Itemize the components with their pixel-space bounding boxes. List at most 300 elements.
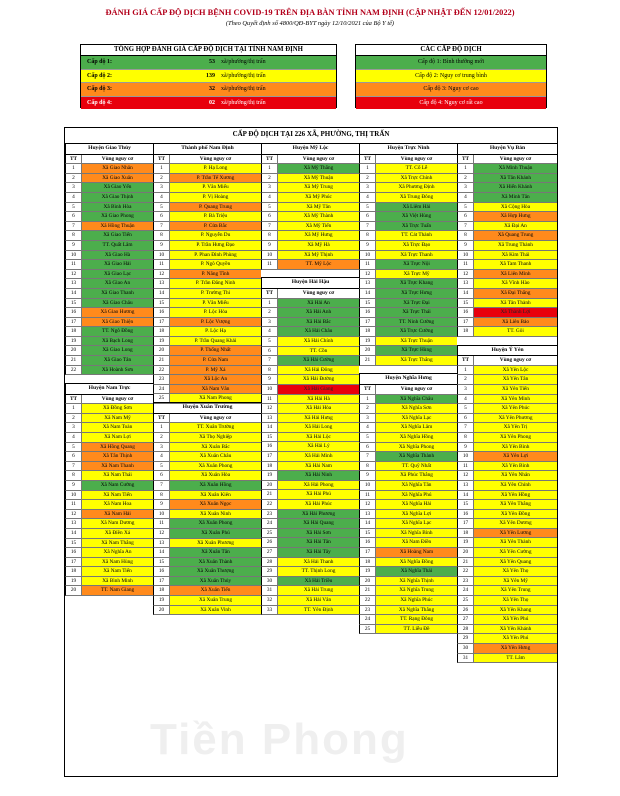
table-row	[359, 270, 457, 280]
table-row	[457, 318, 557, 328]
commune-name: Xã Hải Tân	[278, 538, 359, 547]
district-name: Huyện Hải Hậu	[261, 277, 359, 289]
zone-header: Vùng nguy cơ	[101, 155, 134, 162]
row-number: 11	[262, 395, 278, 404]
row-number: 4	[360, 193, 376, 202]
commune-name: P. Trần Đăng Ninh	[170, 279, 261, 288]
table-row	[457, 366, 557, 376]
row-number: 5	[458, 404, 474, 413]
commune-name: Xã Nam Thanh	[82, 462, 153, 471]
commune-name: Xã Việt Hùng	[376, 212, 457, 221]
row-number: 2	[66, 174, 82, 183]
commune-name: P. Cửa Nam	[170, 356, 261, 365]
table-row	[359, 567, 457, 577]
commune-name: Xã Nghĩa Thành	[376, 452, 457, 461]
table-row	[359, 183, 457, 193]
commune-name: Xã Hải Tây	[278, 548, 359, 557]
commune-name: Xã Yên Hồng	[474, 491, 557, 500]
table-row	[65, 241, 153, 251]
commune-name: Xã Giao Hải	[82, 260, 153, 269]
commune-name: Xã Hải Giang	[278, 385, 359, 394]
commune-name: Xã Xuân Thượng	[170, 567, 261, 576]
level-legend-row: Cấp độ 1: Bình thường mới	[356, 56, 546, 70]
table-row	[359, 625, 457, 635]
commune-name: Xã Mỹ Thắng	[278, 164, 359, 173]
table-row	[153, 299, 261, 309]
row-number: 17	[458, 318, 474, 327]
commune-name: Xã Nghĩa Châu	[376, 395, 457, 404]
commune-name: Xã Giao Yến	[82, 183, 153, 192]
table-row	[153, 577, 261, 587]
zone-header: Vùng nguy cơ	[400, 155, 433, 162]
commune-name: Xã Nam Tiến	[82, 491, 153, 500]
commune-name: Xã Nam Phong	[170, 394, 261, 403]
table-row	[359, 251, 457, 261]
table-row	[457, 404, 557, 414]
commune-name: Xã Xuân Phong	[170, 519, 261, 528]
row-number: 9	[360, 241, 376, 250]
commune-name: Xã Nghĩa Lợi	[376, 510, 457, 519]
row-number: 30	[458, 644, 474, 653]
table-row	[457, 203, 557, 213]
commune-name: Xã Mỹ Hưng	[278, 231, 359, 240]
commune-name: P. Nguyễn Du	[170, 231, 261, 240]
table-row	[457, 567, 557, 577]
table-row	[359, 471, 457, 481]
row-number: 25	[360, 625, 376, 634]
commune-name: Xã Yên Thành	[474, 538, 557, 547]
row-number: 8	[458, 231, 474, 240]
commune-name: Xã Cộng Hòa	[474, 203, 557, 212]
row-number: 12	[66, 270, 82, 279]
district-name: Thành phố Nam Định	[153, 143, 261, 155]
commune-name: Xã Trực Thái	[376, 308, 457, 317]
row-number: 13	[458, 481, 474, 490]
commune-name: Xã Nghĩa Thịnh	[376, 577, 457, 586]
table-row	[261, 174, 359, 184]
row-number: 25	[458, 596, 474, 605]
table-row	[65, 510, 153, 520]
commune-name: Xã Hải Phúc	[278, 500, 359, 509]
commune-name: Xã Nam Tiến	[82, 567, 153, 576]
commune-name: Xã Yên Chính	[474, 481, 557, 490]
summary-title: TỔNG HỢP ĐÁNH GIÁ CẤP ĐỘ DỊCH TẠI TỈNH NAM ĐỊNH	[81, 45, 336, 56]
row-number: 16	[154, 567, 170, 576]
commune-name: P. Mỹ Xá	[170, 366, 261, 375]
row-number: 19	[360, 567, 376, 576]
commune-name: P. Phan Đình Phùng	[170, 251, 261, 260]
table-row	[261, 299, 359, 309]
levels-box	[355, 44, 547, 108]
summary-level-label: Cấp độ 3:	[87, 86, 113, 92]
row-number: 23	[458, 577, 474, 586]
row-number: 4	[458, 395, 474, 404]
table-row	[153, 443, 261, 453]
commune-name: Xã Xuân Tân	[170, 548, 261, 557]
commune-name: Xã Yên Minh	[474, 395, 557, 404]
row-number: 13	[66, 279, 82, 288]
commune-name: Xã Giao An	[82, 279, 153, 288]
row-number: 23	[262, 510, 278, 519]
district-block	[261, 143, 359, 270]
table-row	[359, 433, 457, 443]
row-number: 3	[66, 183, 82, 192]
table-header-row	[457, 155, 557, 165]
row-number: 3	[360, 183, 376, 192]
table-row	[65, 586, 153, 596]
row-number: 8	[458, 433, 474, 442]
zone-header: Vùng nguy cơ	[199, 414, 232, 421]
table-row	[65, 231, 153, 241]
row-number: 21	[458, 558, 474, 567]
table-row	[359, 510, 457, 520]
row-number: 14	[154, 548, 170, 557]
table-row	[359, 212, 457, 222]
row-number: 15	[66, 539, 82, 548]
commune-name: Xã Yên Khánh	[474, 625, 557, 634]
table-row	[457, 395, 557, 405]
row-number: 15	[458, 500, 474, 509]
district-name: Huyện Ý Yên	[457, 345, 557, 357]
row-number: 15	[262, 433, 278, 442]
row-number: 7	[458, 222, 474, 231]
row-number: 14	[66, 529, 82, 538]
table-row	[261, 529, 359, 539]
commune-name: P. Trần Hưng Đạo	[170, 241, 261, 250]
commune-name: Xã Yên Trị	[474, 423, 557, 432]
row-number: 15	[360, 529, 376, 538]
table-row	[457, 375, 557, 385]
row-number: 7	[458, 423, 474, 432]
commune-name: Xã Hải Long	[278, 423, 359, 432]
table-row	[65, 471, 153, 481]
commune-name: Xã Xuân Hồng	[170, 481, 261, 490]
table-row	[359, 346, 457, 356]
commune-name: Xã Xuân Phú	[170, 529, 261, 538]
table-row	[65, 558, 153, 568]
commune-name: Xã Mỹ Phúc	[278, 193, 359, 202]
table-header-row	[359, 155, 457, 165]
commune-name: Xã Hải Đường	[278, 375, 359, 384]
commune-name: Xã Nghĩa Hải	[376, 500, 457, 509]
row-number: 19	[66, 337, 82, 346]
table-row	[457, 596, 557, 606]
table-row	[261, 203, 359, 213]
table-row	[65, 539, 153, 549]
table-row	[153, 519, 261, 529]
table-row	[153, 586, 261, 596]
table-header-row	[65, 155, 153, 165]
table-row	[65, 289, 153, 299]
table-row	[457, 481, 557, 491]
commune-name: Xã Mỹ Hà	[278, 241, 359, 250]
row-number: 20	[154, 606, 170, 615]
levels-title: CÁC CẤP ĐỘ DỊCH	[356, 45, 546, 56]
commune-name: Xã Yên Dương	[474, 519, 557, 528]
tt-header: TT	[458, 155, 474, 164]
table-row	[153, 510, 261, 520]
commune-name: Xã Xuân Thủy	[170, 577, 261, 586]
commune-name: Xã Nam Dương	[82, 519, 153, 528]
table-row	[359, 164, 457, 174]
district-block	[153, 143, 261, 404]
row-number: 6	[154, 212, 170, 221]
summary-unit: xã/phường/thị trấn	[221, 99, 266, 106]
table-row	[359, 586, 457, 596]
commune-name: P. Trần Quang Khải	[170, 337, 261, 346]
table-row	[261, 366, 359, 376]
table-row	[359, 289, 457, 299]
tt-header: TT	[262, 289, 278, 298]
commune-name: TT. Rạng Đông	[376, 615, 457, 624]
commune-name: Xã Nam Thắng	[82, 539, 153, 548]
table-row	[65, 500, 153, 510]
table-row	[359, 423, 457, 433]
commune-name: Xã Hải Quang	[278, 519, 359, 528]
table-row	[457, 414, 557, 424]
table-row	[359, 529, 457, 539]
commune-name: Xã Nghĩa Lâm	[376, 423, 457, 432]
district-block	[359, 373, 457, 634]
row-number: 28	[262, 558, 278, 567]
commune-name: Xã Hải Hưng	[278, 414, 359, 423]
commune-name: Xã Yên Khang	[474, 606, 557, 615]
table-row	[359, 337, 457, 347]
commune-name: Xã Yên Thắng	[474, 500, 557, 509]
row-number: 6	[154, 471, 170, 480]
row-number: 18	[66, 567, 82, 576]
table-row	[457, 212, 557, 222]
table-row	[457, 423, 557, 433]
zone-header: Vùng nguy cơ	[499, 155, 532, 162]
commune-name: Xã Mỹ Thành	[278, 212, 359, 221]
commune-name: Xã Bạch Long	[82, 337, 153, 346]
commune-name: Xã Hải Sơn	[278, 529, 359, 538]
commune-name: P. Trường Thi	[170, 289, 261, 298]
commune-name: Xã Tam Thanh	[474, 260, 557, 269]
summary-row	[81, 70, 336, 84]
table-row	[65, 366, 153, 376]
commune-name: TT. Cồn	[278, 347, 359, 356]
summary-count: 02	[209, 99, 215, 106]
row-number: 16	[458, 510, 474, 519]
row-number: 19	[154, 337, 170, 346]
table-row	[261, 164, 359, 174]
commune-name: Xã Trung Đông	[376, 193, 457, 202]
table-row	[261, 212, 359, 222]
commune-name: Xã Giao Thịnh	[82, 193, 153, 202]
commune-name: TT. Ninh Cường	[376, 318, 457, 327]
table-row	[261, 586, 359, 596]
row-number: 14	[458, 491, 474, 500]
page-subtitle: (Theo Quyết định số 4800/QĐ-BYT ngày 12/10/2021 của Bộ Y tế)	[225, 20, 395, 27]
commune-name: Xã Bình Minh	[82, 577, 153, 586]
row-number: 5	[360, 203, 376, 212]
commune-name: Xã Nam Vân	[170, 385, 261, 394]
commune-name: Xã Minh Thuận	[474, 164, 557, 173]
table-row	[65, 433, 153, 443]
row-number: 3	[262, 183, 278, 192]
table-row	[65, 251, 153, 261]
summary-row	[81, 56, 336, 70]
row-number: 10	[360, 251, 376, 260]
district-block	[65, 143, 153, 375]
commune-name: Xã Đại Thắng	[474, 289, 557, 298]
row-number: 16	[154, 308, 170, 317]
commune-name: Xã Yên Hưng	[474, 644, 557, 653]
commune-name: Xã Hồng Thuận	[82, 222, 153, 231]
commune-name: Xã Trung Thành	[474, 241, 557, 250]
summary-unit: xã/phường/thị trấn	[221, 86, 266, 92]
table-row	[153, 270, 261, 280]
row-number: 10	[154, 510, 170, 519]
table-row	[261, 327, 359, 337]
table-row	[153, 529, 261, 539]
zone-header: Vùng nguy cơ	[499, 357, 532, 364]
commune-name: Xã Yên Lợi	[474, 452, 557, 461]
table-row	[359, 222, 457, 232]
row-number: 10	[262, 251, 278, 260]
row-number: 20	[154, 346, 170, 355]
commune-name: Xã Giao Hà	[82, 251, 153, 260]
zone-header: Vùng nguy cơ	[302, 289, 335, 296]
row-number: 26	[262, 538, 278, 547]
table-row	[153, 462, 261, 472]
table-row	[153, 193, 261, 203]
commune-name: Xã Thọ Nghiệp	[170, 433, 261, 442]
commune-name: Xã Hải Anh	[278, 308, 359, 317]
commune-name: Xã Giao Long	[82, 346, 153, 355]
commune-name: Xã Nam Điền	[376, 538, 457, 547]
commune-name: Xã Xuân Vinh	[170, 606, 261, 615]
commune-name: Xã Tân Thịnh	[82, 452, 153, 461]
table-row	[457, 222, 557, 232]
row-number: 15	[154, 558, 170, 567]
commune-name: Xã Giao Nhân	[82, 164, 153, 173]
commune-name: Xã Giao Tân	[82, 356, 153, 365]
commune-name: Xã Hải Phương	[278, 510, 359, 519]
table-row	[65, 308, 153, 318]
row-number: 11	[458, 462, 474, 471]
table-row	[261, 538, 359, 548]
commune-name: Xã Liên Minh	[474, 270, 557, 279]
row-number: 25	[262, 529, 278, 538]
commune-name: Xã Nghĩa Bình	[376, 529, 457, 538]
table-row	[457, 385, 557, 395]
row-number: 12	[154, 270, 170, 279]
row-number: 4	[66, 433, 82, 442]
row-number: 8	[262, 366, 278, 375]
table-row	[153, 318, 261, 328]
commune-name: Xã Hồng Quang	[82, 443, 153, 452]
commune-name: Xã Giao Xuân	[82, 174, 153, 183]
commune-name: Xã Yên Phú	[474, 634, 557, 643]
table-row	[457, 625, 557, 635]
row-number: 24	[360, 615, 376, 624]
table-row	[65, 270, 153, 280]
table-row	[153, 260, 261, 270]
table-row	[153, 385, 261, 395]
table-row	[261, 462, 359, 472]
commune-name: Xã Hải Ninh	[278, 471, 359, 480]
row-number: 17	[66, 318, 82, 327]
table-row	[261, 337, 359, 347]
commune-name: Xã Yên Nhân	[474, 471, 557, 480]
row-number: 16	[262, 442, 278, 451]
table-row	[359, 241, 457, 251]
commune-name: Xã Nam Lợi	[82, 433, 153, 442]
table-row	[65, 491, 153, 501]
table-row	[261, 395, 359, 405]
commune-name: Xã Nghĩa Thắng	[376, 606, 457, 615]
table-row	[457, 289, 557, 299]
commune-name: Xã Xuân Ngọc	[170, 500, 261, 509]
row-number: 10	[154, 251, 170, 260]
row-number: 18	[360, 327, 376, 336]
row-number: 1	[360, 164, 376, 173]
summary-box	[80, 44, 337, 108]
commune-name: Xã Lộc An	[170, 375, 261, 384]
row-number: 12	[360, 500, 376, 509]
row-number: 17	[360, 318, 376, 327]
row-number: 4	[66, 193, 82, 202]
commune-name: Xã Hiển Khánh	[474, 183, 557, 192]
table-row	[457, 260, 557, 270]
main-table	[64, 127, 558, 777]
commune-name: Xã Yên Phúc	[474, 404, 557, 413]
table-row	[457, 538, 557, 548]
commune-name: Xã Giao Tiến	[82, 231, 153, 240]
commune-name: Xã Nghĩa Phúc	[376, 596, 457, 605]
commune-name: Xã Thành Lợi	[474, 308, 557, 317]
table-row	[65, 299, 153, 309]
row-number: 9	[154, 500, 170, 509]
commune-name: Xã Vĩnh Hào	[474, 279, 557, 288]
row-number: 3	[154, 443, 170, 452]
row-number: 8	[66, 471, 82, 480]
commune-name: TT. Quỹ Nhất	[376, 462, 457, 471]
commune-name: Xã Nam Hoa	[82, 500, 153, 509]
row-number: 18	[360, 558, 376, 567]
commune-name: Xã Yên Bình	[474, 443, 557, 452]
table-row	[153, 183, 261, 193]
row-number: 17	[458, 519, 474, 528]
table-row	[261, 558, 359, 568]
table-row	[153, 222, 261, 232]
row-number: 20	[360, 577, 376, 586]
row-number: 2	[360, 404, 376, 413]
row-number: 8	[154, 491, 170, 500]
row-number: 4	[154, 193, 170, 202]
row-number: 16	[66, 548, 82, 557]
table-row	[359, 260, 457, 270]
row-number: 16	[360, 538, 376, 547]
commune-name: Xã Bình Hòa	[82, 203, 153, 212]
table-row	[65, 481, 153, 491]
row-number: 6	[360, 443, 376, 452]
table-row	[153, 433, 261, 443]
commune-name: Xã Xuân Ninh	[170, 510, 261, 519]
commune-name: Xã Yên Lương	[474, 529, 557, 538]
commune-name: Xã Mỹ Tân	[278, 203, 359, 212]
district-block	[65, 383, 153, 596]
row-number: 13	[458, 279, 474, 288]
row-number: 18	[154, 586, 170, 595]
district-block	[261, 277, 359, 615]
table-row	[261, 183, 359, 193]
table-row	[261, 231, 359, 241]
commune-name: Xã Yên Thọ	[474, 567, 557, 576]
